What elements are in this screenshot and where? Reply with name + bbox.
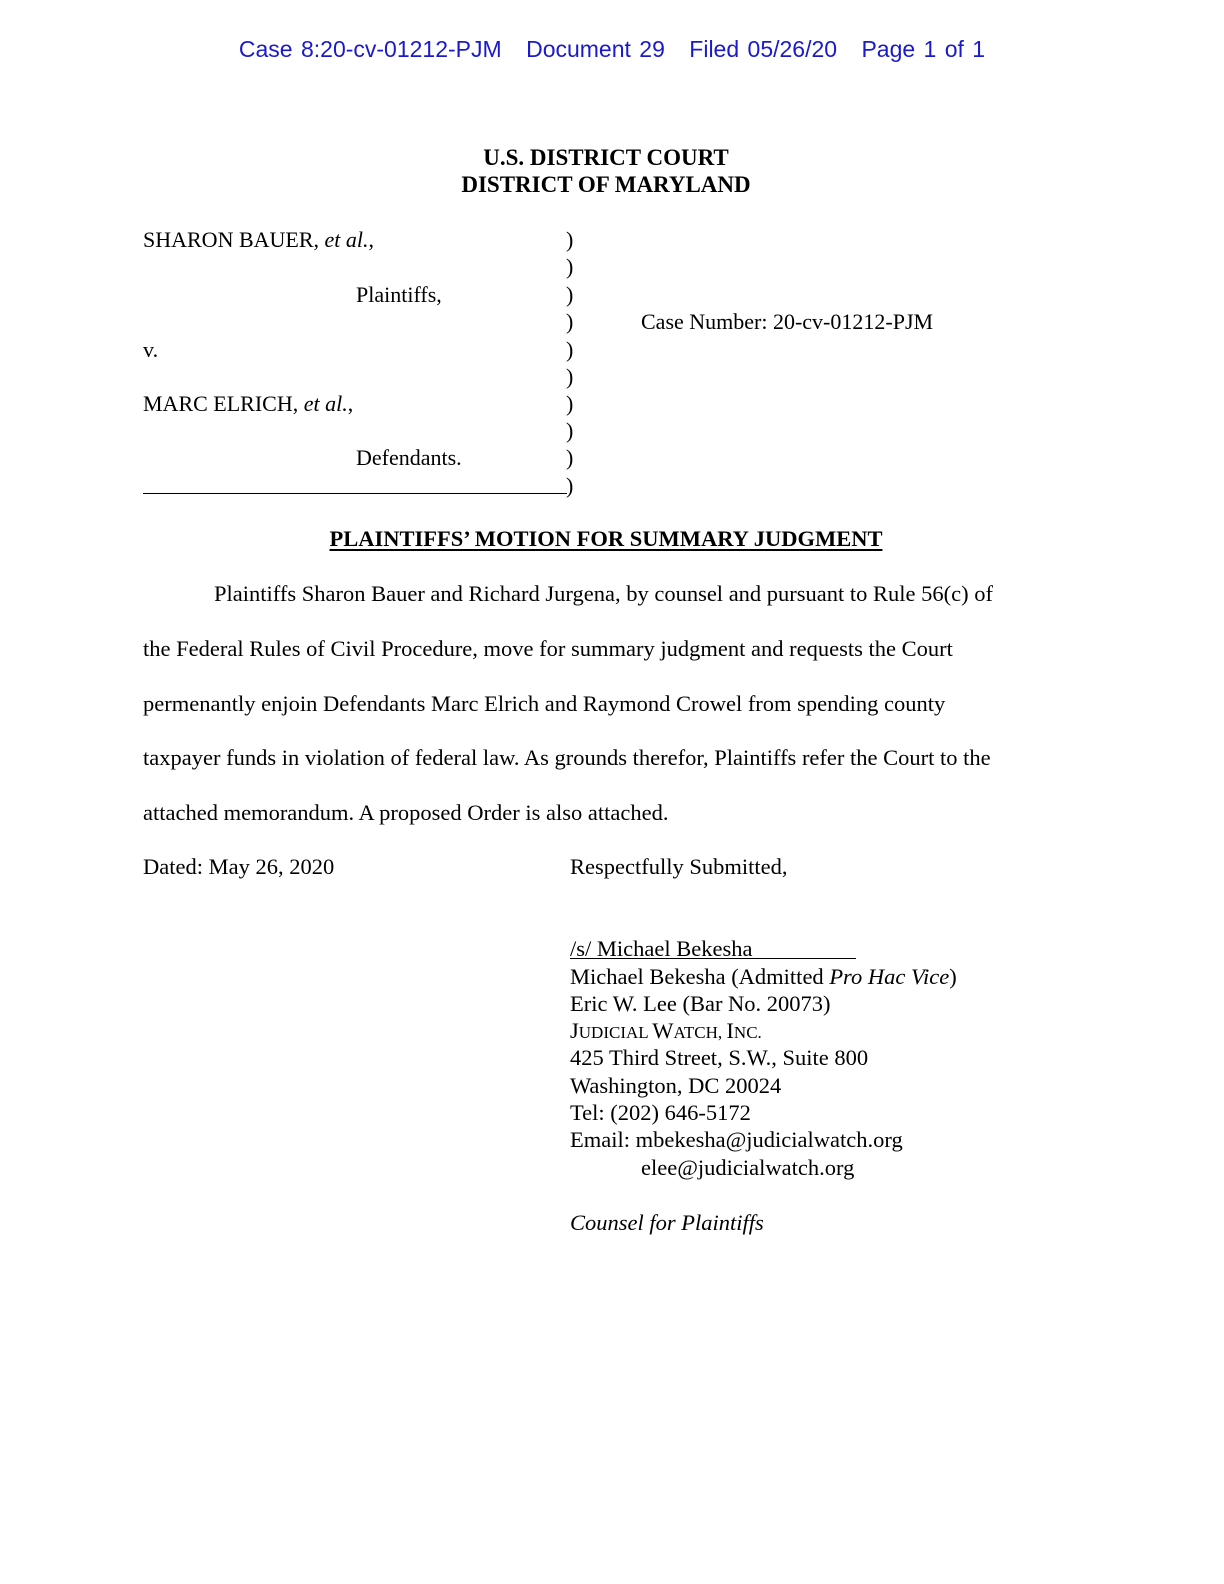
electronic-signature: /s/ Michael Bekesha (570, 936, 753, 961)
dated-line: Dated: May 26, 2020 (143, 854, 335, 879)
caption-paren: ) (566, 337, 574, 362)
ecf-document: Document 29 (526, 36, 665, 62)
email-1: Email: mbekesha@judicialwatch.org (570, 1127, 903, 1152)
plaintiffs-label: Plaintiffs, (356, 282, 442, 307)
body-line: permenantly enjoin Defendants Marc Elrich and Raymond Crowel from spending county (143, 691, 946, 716)
plaintiff-etal: et al. (324, 227, 369, 252)
attorney-1-name: Michael Bekesha (Admitted (570, 964, 830, 989)
attorney-1-status: Pro Hac Vice (829, 964, 950, 989)
body-line: Plaintiffs Sharon Bauer and Richard Jurgena, by counsel and pursuant to Rule 56(c) of (214, 581, 993, 606)
body-line: the Federal Rules of Civil Procedure, move for summary judgment and requests the Court (143, 636, 953, 661)
caption-paren: ) (566, 254, 574, 279)
signature-rule (570, 958, 856, 959)
attorney-2: Eric W. Lee (Bar No. 20073) (570, 991, 831, 1016)
court-line-2: DISTRICT OF MARYLAND (461, 172, 751, 197)
ecf-case: Case 8:20-cv-01212-PJM (238, 36, 502, 62)
firm-name-part: ATCH, (673, 1023, 727, 1042)
plaintiff-name (143, 227, 374, 253)
caption-paren: ) (566, 391, 574, 416)
defendant-comma: , (347, 391, 354, 416)
caption-paren: ) (566, 309, 574, 334)
versus: v. (143, 337, 159, 362)
case-number: Case Number: 20-cv-01212-PJM (641, 309, 934, 334)
attorney-1-close: ) (949, 964, 957, 989)
defendant-name-text: MARC ELRICH, (143, 391, 299, 416)
counsel-for (570, 1210, 764, 1236)
respectfully-submitted: Respectfully Submitted, (570, 854, 788, 879)
caption-paren: ) (566, 364, 574, 389)
motion-title (0, 526, 1212, 552)
firm-name-part: NC. (733, 1023, 762, 1042)
body-line: attached memorandum. A proposed Order is also attached. (143, 800, 669, 825)
firm-name-part: UDICIAL (578, 1023, 653, 1042)
caption-rule (143, 493, 567, 494)
caption-paren: ) (566, 282, 574, 307)
ecf-page: Page 1 of 1 (861, 36, 986, 62)
email-2: elee@judicialwatch.org (641, 1155, 855, 1180)
firm-name-part: J (570, 1018, 579, 1043)
firm-name-part: W (652, 1018, 674, 1043)
attorney-1 (570, 964, 957, 990)
plaintiff-name-text: SHARON BAUER, (143, 227, 320, 252)
caption-paren: ) (566, 418, 574, 443)
counsel-for-text: Counsel for Plaintiffs (570, 1210, 764, 1235)
body-line: taxpayer funds in violation of federal law. As grounds therefor, Plaintiffs refer the Court to the (143, 745, 991, 770)
court-heading (0, 144, 1212, 198)
defendant-etal: et al. (303, 391, 348, 416)
caption-paren: ) (566, 445, 574, 470)
caption-paren: ) (566, 473, 574, 498)
ecf-header (0, 36, 1224, 63)
court-line-1: U.S. DISTRICT COURT (483, 145, 729, 170)
firm-name (570, 1018, 762, 1044)
plaintiff-comma: , (368, 227, 375, 252)
address-line-2: Washington, DC 20024 (570, 1073, 782, 1098)
firm-name-part: I (726, 1018, 734, 1043)
defendant-name (143, 391, 353, 417)
caption-paren: ) (566, 227, 574, 252)
telephone: Tel: (202) 646-5172 (570, 1100, 751, 1125)
motion-title-text: PLAINTIFFS’ MOTION FOR SUMMARY JUDGMENT (329, 526, 883, 551)
address-line-1: 425 Third Street, S.W., Suite 800 (570, 1045, 869, 1070)
ecf-filed: Filed 05/26/20 (689, 36, 838, 62)
defendants-label: Defendants. (356, 445, 462, 470)
